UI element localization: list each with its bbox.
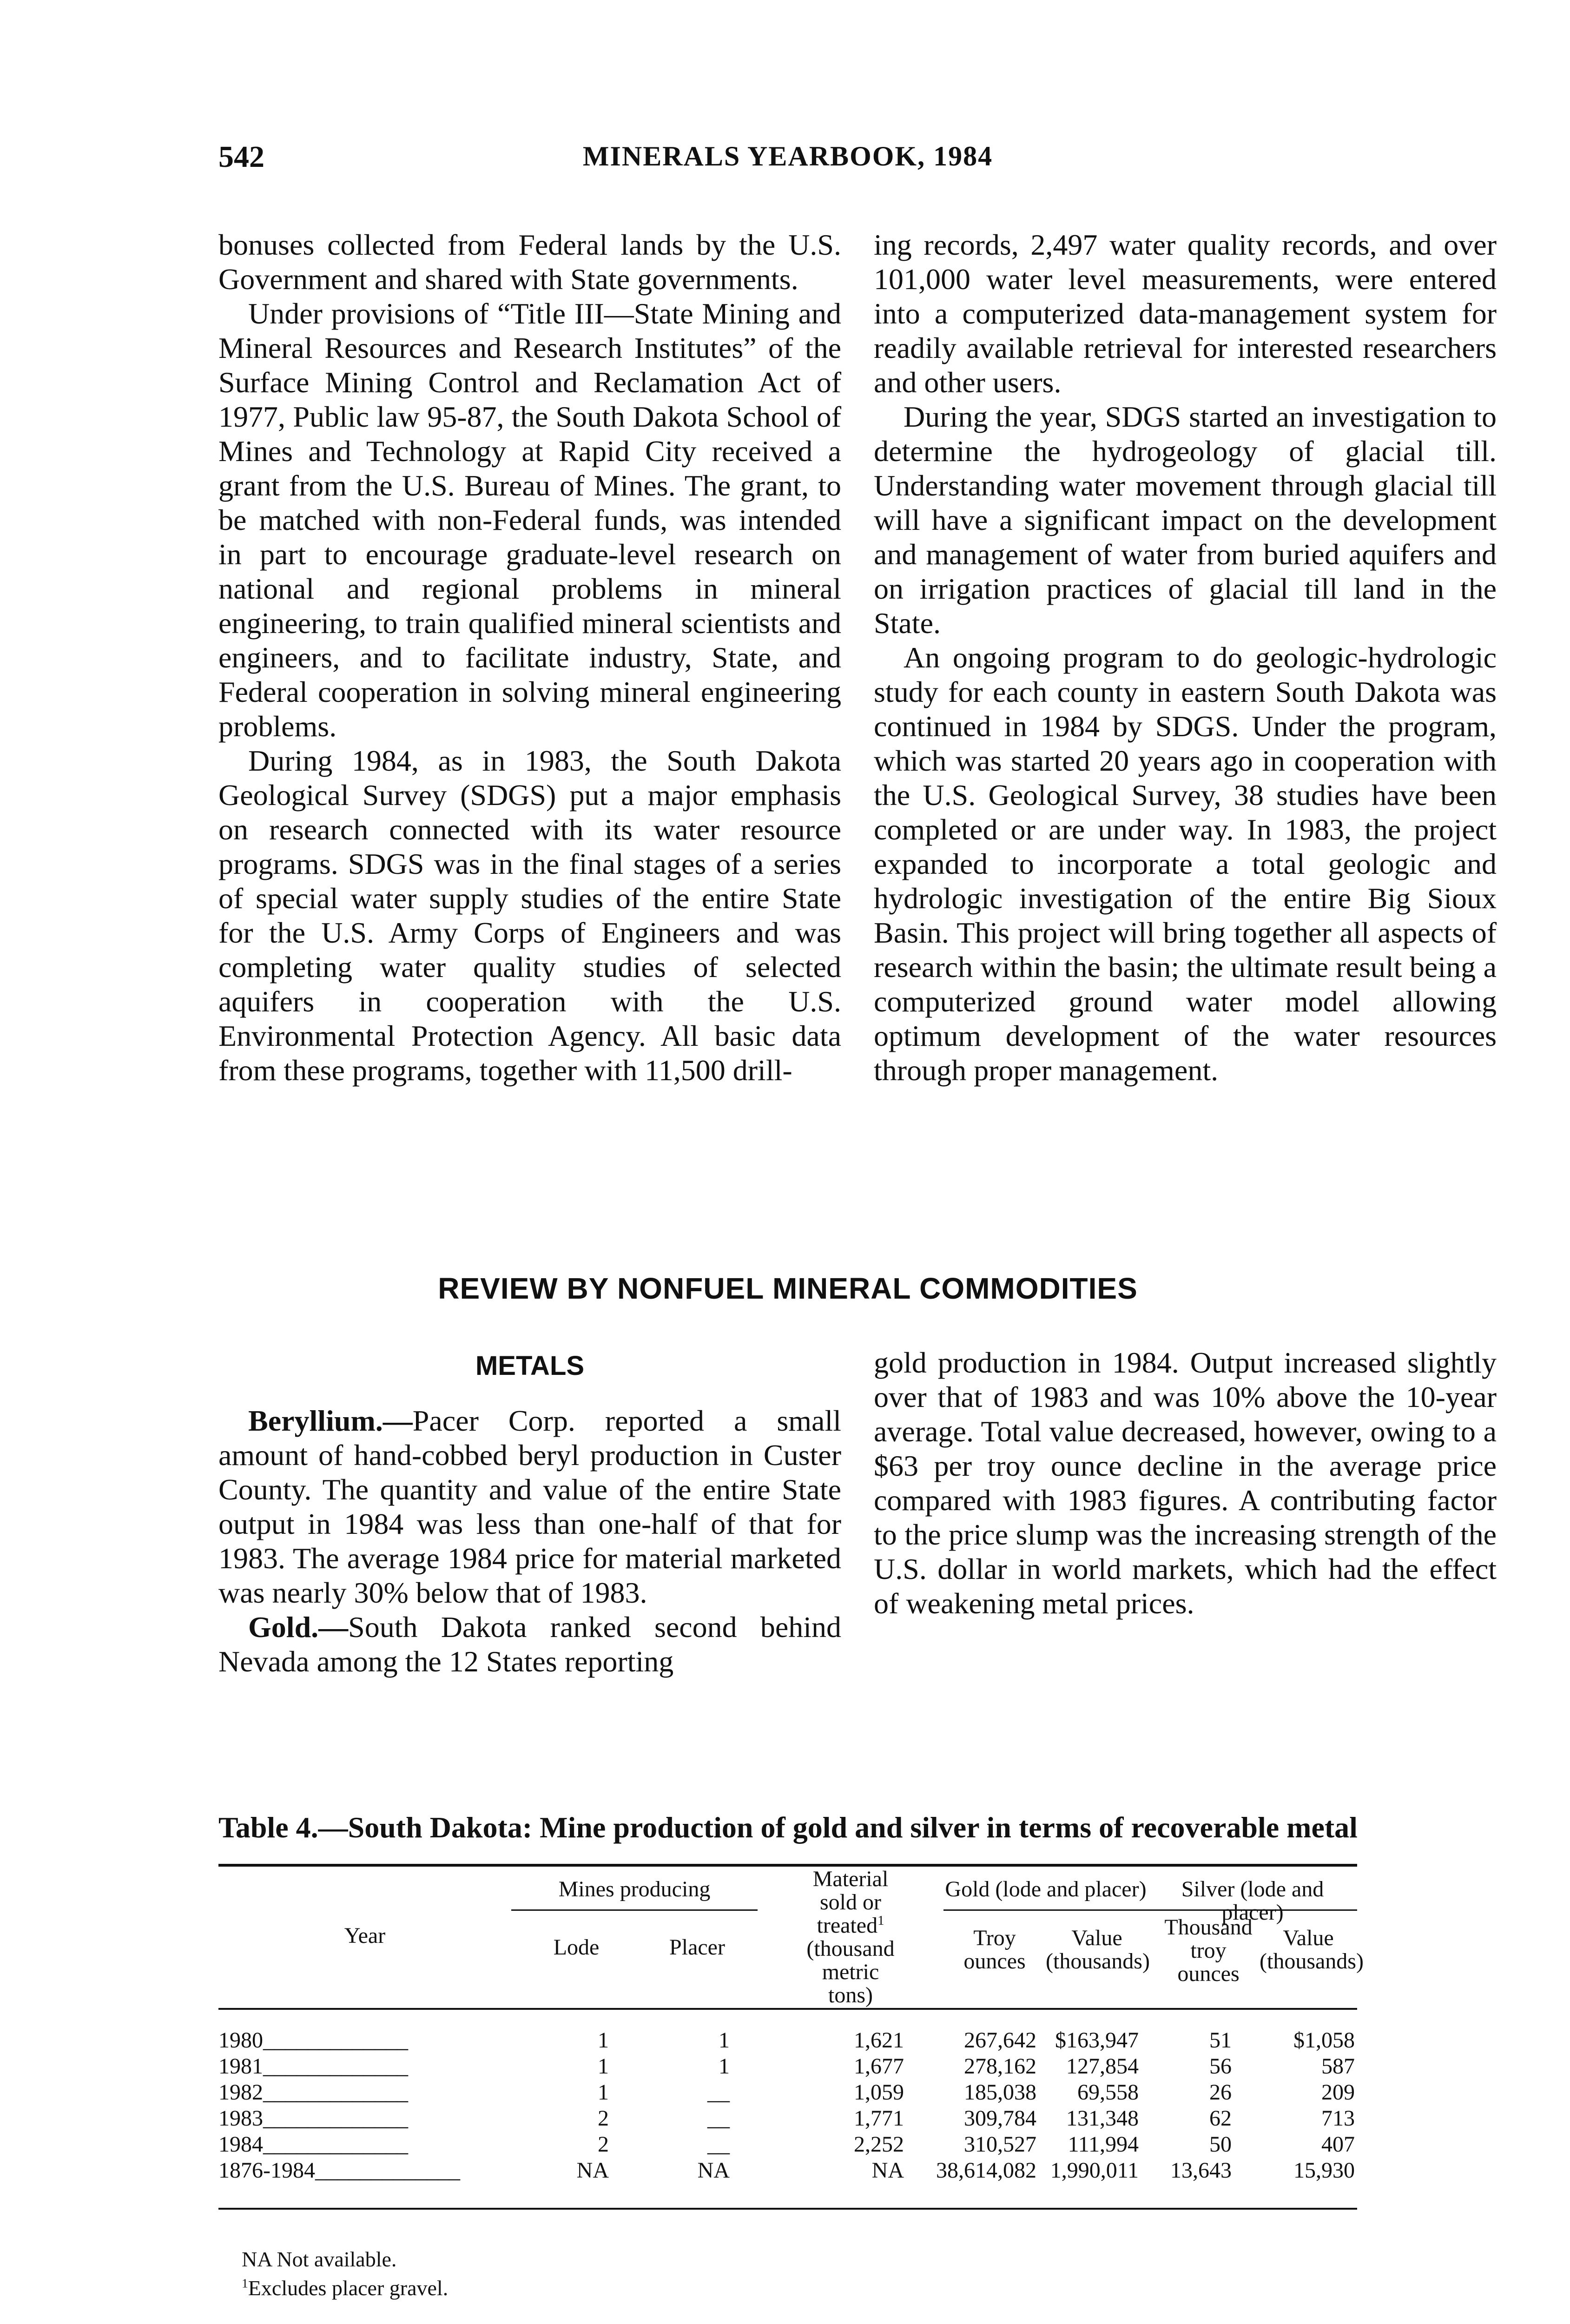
header-line: ounces	[963, 1949, 1026, 1974]
cell-material: 1,771	[854, 2106, 904, 2131]
leader-dots: _____________	[263, 2080, 408, 2105]
text-column-metals-right	[874, 1346, 1497, 1621]
header-gold-value	[1046, 1927, 1148, 1973]
gold-text: South Dakota ranked second behind Nevada among the 12 States reporting	[218, 1611, 841, 1678]
cell-placer: __	[707, 2080, 730, 2105]
page-number: 542	[218, 140, 264, 174]
header-material-text: treated	[817, 1913, 878, 1938]
cell-silver-oz: 62	[1209, 2106, 1232, 2131]
cell-silver-value: 407	[1321, 2132, 1355, 2157]
cell-silver-value: $1,058	[1293, 2028, 1355, 2053]
cell-placer: __	[707, 2132, 730, 2157]
year-text: 1980	[218, 2028, 263, 2053]
cell-placer: __	[707, 2106, 730, 2131]
paragraph: During the year, SDGS started an investigation to determine the hydrogeology of glacial till. Understanding water movement through glacial till will have a significant impact on the development and management of water from buried aquifers and on irrigation practices of glacial till land in the State.	[874, 400, 1497, 640]
cell-placer: NA	[697, 2158, 730, 2183]
cell-gold-value: 131,348	[1066, 2106, 1139, 2131]
cell-gold-value: 111,994	[1068, 2132, 1139, 2157]
cell-lode: 2	[598, 2106, 609, 2131]
header-bottom-rule	[218, 2008, 1357, 2010]
cell-silver-value: 587	[1321, 2054, 1355, 2079]
cell-silver-value: 209	[1321, 2080, 1355, 2105]
leader-dots: _____________	[263, 2028, 408, 2053]
leader-dots: _____________	[263, 2132, 408, 2157]
header-line: (thousands)	[1260, 1949, 1364, 1974]
cell-lode: 1	[598, 2080, 609, 2105]
year-text: 1981	[218, 2054, 263, 2079]
header-material-line: Material	[812, 1867, 889, 1891]
header-line: ounces	[1177, 1961, 1240, 1986]
footnote-1	[242, 2274, 448, 2303]
year-text: 1876-1984	[218, 2158, 315, 2183]
cell-lode: 2	[598, 2132, 609, 2157]
subheading-metals: METALS	[475, 1351, 585, 1381]
header-gold-troy	[943, 1927, 1046, 1973]
cell-material: NA	[871, 2158, 904, 2183]
footnote-text: Excludes placer gravel.	[248, 2276, 449, 2300]
cell-material: 1,677	[854, 2054, 904, 2079]
header-material-line	[765, 1914, 937, 1937]
running-title: MINERALS YEARBOOK, 1984	[582, 141, 993, 172]
cell-material: 1,621	[854, 2028, 904, 2053]
cell-gold-oz: 278,162	[964, 2054, 1036, 2079]
table-top-rule	[218, 1864, 1357, 1867]
paragraph: bonuses collected from Federal lands by the U.S. Government and shared with State governments.	[218, 228, 841, 296]
table-caption: Table 4.—South Dakota: Mine production of gold and silver in terms of recoverable metal	[218, 1811, 1358, 1844]
cell-gold-oz: 310,527	[964, 2132, 1036, 2157]
cell-gold-value: 69,558	[1077, 2080, 1139, 2105]
header-material-line: metric	[822, 1960, 879, 1984]
cell-placer: 1	[719, 2028, 730, 2053]
footnote-na: NA Not available.	[242, 2247, 397, 2271]
section-heading: REVIEW BY NONFUEL MINERAL COMMODITIES	[438, 1272, 1138, 1305]
year-text: 1983	[218, 2106, 263, 2131]
cell-gold-oz: 267,642	[964, 2028, 1036, 2053]
header-gold: Gold (lode and placer)	[945, 1877, 1147, 1901]
leader-dots: _____________	[263, 2106, 408, 2131]
header-material	[765, 1868, 937, 2007]
table-footnotes	[242, 2245, 448, 2303]
cell-lode: 1	[598, 2054, 609, 2079]
header-mines-producing: Mines producing	[558, 1877, 711, 1901]
header-line: Value	[1283, 1926, 1334, 1950]
gold-lead: Gold.—	[248, 1611, 349, 1644]
cell-gold-value: $163,947	[1055, 2028, 1139, 2053]
paragraph: ing records, 2,497 water quality records, and over 101,000 water level measurements, were entered into a computerized data-management system for readily available retrieval for interested researchers and other users.	[874, 228, 1497, 399]
cell-silver-value: 15,930	[1293, 2158, 1355, 2183]
header-line: Troy	[973, 1926, 1016, 1950]
paragraph: gold production in 1984. Output increased slightly over that of 1983 and was 10% above the 10-year average. Total value decreased, however, owing to a $63 per troy ounce decline in the average price compared with 1983 figures. A contributing factor to the price slump was the increasing strength of the U.S. dollar in world markets, which had the effect of weakening metal prices.	[874, 1346, 1497, 1620]
cell-gold-oz: 309,784	[964, 2106, 1036, 2131]
data-table	[218, 1864, 1364, 2208]
header-material-line: sold or	[820, 1890, 881, 1915]
cell-silver-oz: 51	[1209, 2028, 1232, 2053]
header-silver-value	[1260, 1926, 1364, 1974]
page-header	[218, 139, 1357, 191]
paragraph: During 1984, as in 1983, the South Dakota Geological Survey (SDGS) put a major emphasis on research connected with its water resource programs. SDGS was in the final stages of a series of special water supply studies of the entire State for the U.S. Army Corps of Engineers and was completing water quality studies of selected aquifers in cooperation with the U.S. Environmental Protection Agency. All basic data from these programs, together with 11,500 drill-	[218, 744, 841, 1087]
cell-material: 2,252	[854, 2132, 904, 2157]
text-column-metals-left	[218, 1404, 841, 1679]
cell-lode: 1	[598, 2028, 609, 2053]
year-text: 1982	[218, 2080, 263, 2105]
cell-silver-oz: 13,643	[1170, 2158, 1232, 2183]
leader-dots: _____________	[263, 2054, 408, 2079]
header-line: Value	[1071, 1926, 1122, 1950]
cell-material: 1,059	[854, 2080, 904, 2105]
cell-gold-oz: 38,614,082	[936, 2158, 1036, 2183]
cell-year	[218, 2053, 408, 2080]
cell-year	[218, 2027, 408, 2053]
table-bottom-rule	[218, 2208, 1357, 2210]
footnote-marker: 1	[242, 2276, 248, 2291]
text-column-top-right	[874, 228, 1497, 1088]
cell-silver-oz: 56	[1209, 2054, 1232, 2079]
cell-silver-oz: 50	[1209, 2132, 1232, 2157]
mines-header-rule	[511, 1909, 758, 1911]
beryllium-lead: Beryllium.—	[248, 1404, 413, 1437]
header-material-line: tons)	[828, 1983, 873, 2007]
cell-gold-value: 1,990,011	[1050, 2158, 1139, 2183]
cell-gold-oz: 185,038	[964, 2080, 1036, 2105]
header-material-line: (thousand	[806, 1936, 895, 1961]
cell-lode: NA	[576, 2158, 609, 2183]
cell-year	[218, 2106, 408, 2132]
paragraph: Under provisions of “Title III—State Mining and Mineral Resources and Research Institutes” of the Surface Mining Control and Reclamation Act of 1977, Public law 95-87, the South Dakota School of Mines and Technology at Rapid City received a grant from the U.S. Bureau of Mines. The grant, to be matched with non-Federal funds, was intended in part to encourage graduate-level research on national and regional problems in mineral engineering, to train qualified mineral scientists and engineers, and to facilitate industry, State, and Federal cooperation in solving mineral engineering problems.	[218, 297, 841, 743]
cell-silver-value: 713	[1321, 2106, 1355, 2131]
header-silver-troy	[1153, 1916, 1264, 1986]
beryllium-text: Pacer Corp. reported a small amount of hand-cobbed beryl production in Custer County. The quantity and value of the entire State output in 1984 was less than one-half of that for 1983. The average 1984 price for material marketed was nearly 30% below that of 1983.	[218, 1404, 841, 1609]
cell-gold-value: 127,854	[1066, 2054, 1139, 2079]
leader-dots: _____________	[315, 2158, 460, 2183]
cell-year	[218, 2132, 408, 2158]
header-year: Year	[344, 1923, 386, 1948]
header-silver: Silver (lode and placer)	[1181, 1877, 1324, 1925]
cell-placer: 1	[719, 2054, 730, 2079]
header-line: Thousand	[1164, 1915, 1253, 1940]
header-placer: Placer	[669, 1935, 725, 1960]
year-text: 1984	[218, 2132, 263, 2157]
cell-silver-oz: 26	[1209, 2080, 1232, 2105]
header-lode: Lode	[553, 1935, 600, 1960]
paragraph-beryllium	[218, 1404, 841, 1610]
header-line: (thousands)	[1046, 1949, 1150, 1974]
text-column-top-left	[218, 228, 841, 1088]
paragraph-gold	[218, 1610, 841, 1679]
header-line: troy	[1190, 1938, 1227, 1963]
footnote-marker: 1	[877, 1913, 884, 1928]
cell-year	[218, 2080, 408, 2106]
cell-year	[218, 2158, 460, 2184]
paragraph: An ongoing program to do geologic-hydrologic study for each county in eastern South Dakota was continued in 1984 by SDGS. Under the program, which was started 20 years ago in cooperation with the U.S. Geological Survey, 38 studies have been completed or are under way. In 1983, the project expanded to incorporate a total geologic and hydrologic investigation of the entire Big Sioux Basin. This project will bring together all aspects of research within the basin; the ultimate result being a computerized ground water model allowing optimum development of the water resources through proper management.	[874, 641, 1497, 1087]
